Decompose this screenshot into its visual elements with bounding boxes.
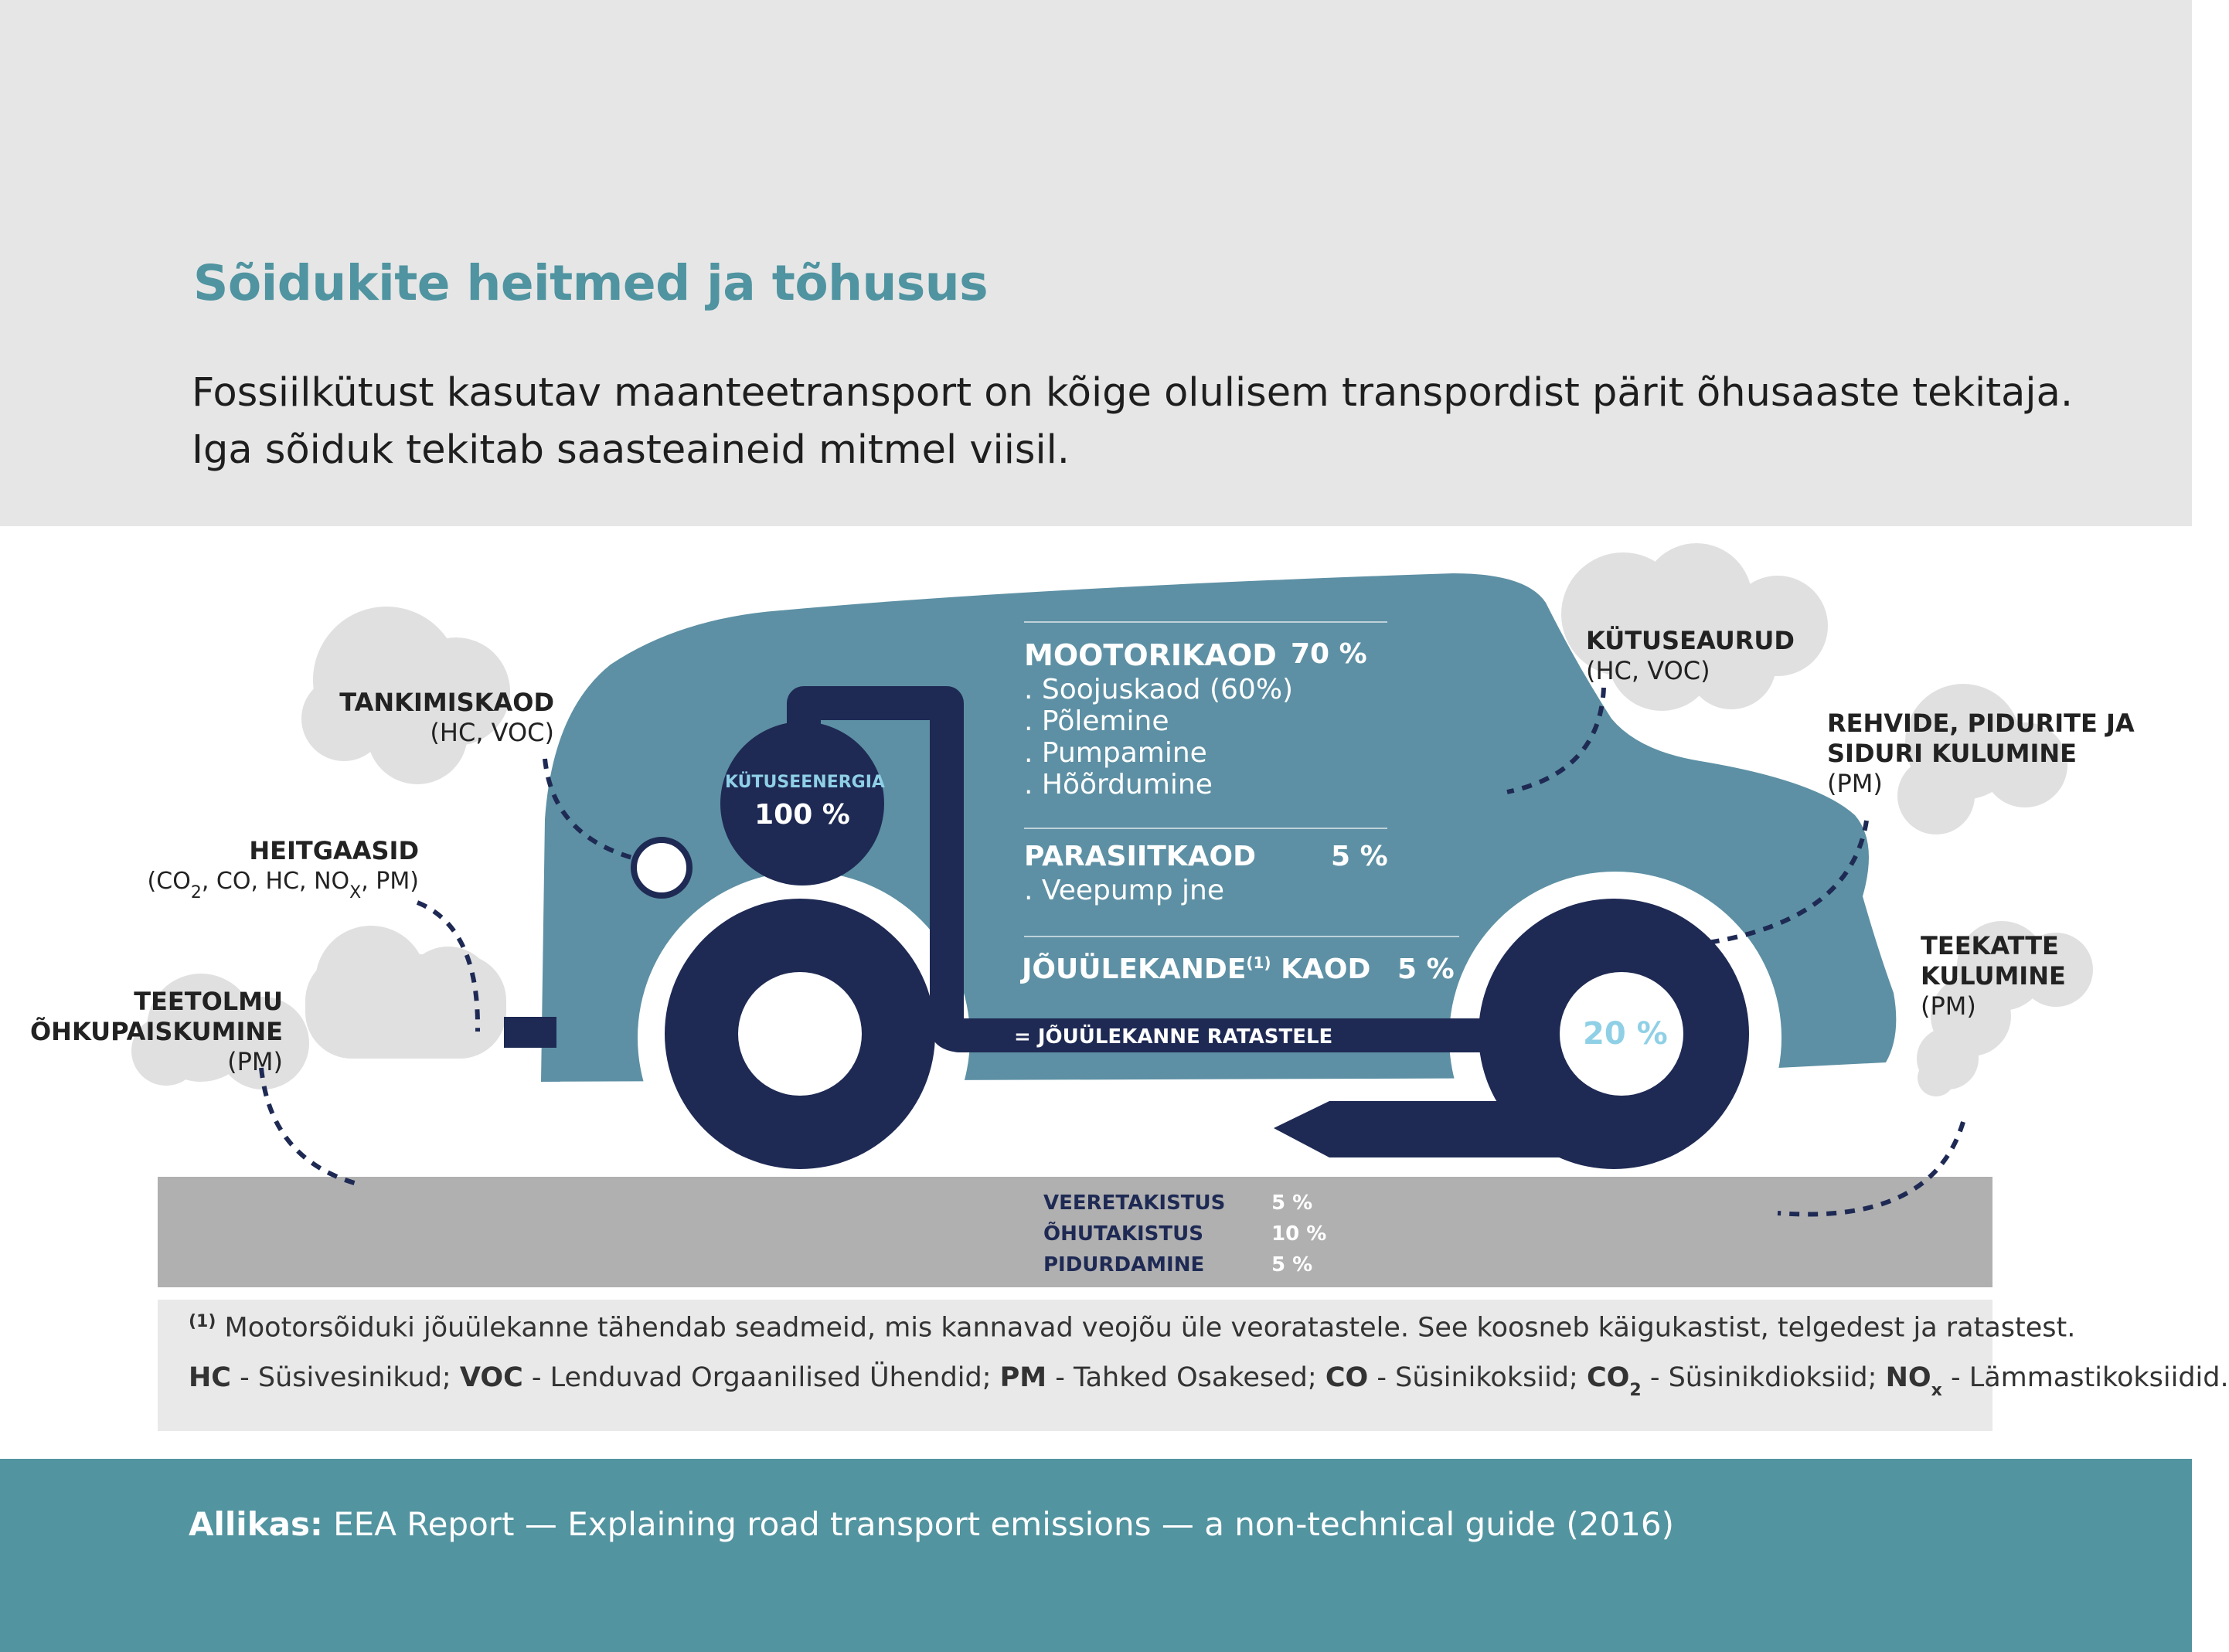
fuel-cap	[634, 840, 689, 896]
source-citation: Allikas: EEA Report — Explaining road transport emissions — a non-technical guide (2016)	[189, 1505, 1674, 1543]
label-teetolmu: TEETOLMU ÕHKUPAISKUMINE (PM)	[29, 987, 283, 1076]
road-loss-value: 10 %	[1271, 1222, 1327, 1246]
list-item: . Pumpamine	[1024, 737, 1207, 769]
abbreviations: HC - Süsivesinikud; VOC - Lenduvad Orgaanilised Ühendid; PM - Tahked Osakesed; CO - Süsinikoksiid; $CO_2$ - Süsinikdioksiid; $NO_x$ - Lämmastikoksiidid.	[189, 1362, 2229, 1400]
engine-loss-title: MOOTORIKAOD	[1024, 638, 1277, 672]
drivetrain-loss-value: 5 %	[1397, 953, 1455, 985]
parasitic-loss-title: PARASIITKAOD	[1024, 841, 1257, 872]
list-item: . Soojuskaod (60%)	[1024, 674, 1294, 705]
road-loss-arrow	[1274, 1101, 1677, 1157]
footnote-ref: (1)	[1246, 953, 1271, 972]
parasitic-loss-item: . Veepump jne	[1024, 875, 1225, 906]
intro-text: Fossiilkütust kasutav maanteetransport on kõige olulisem transpordist pärit õhusaaste tekitaja. Iga sõiduk tekitab saasteaineid mitmel viisil.	[192, 370, 2074, 473]
road-loss-value: 5 %	[1271, 1253, 1313, 1276]
exhaust-pipe	[504, 1017, 556, 1048]
label-tankimiskaod: TANKIMISKAOD (HC, VOC)	[339, 688, 554, 747]
label-teekatte: TEEKATTE KULUMINE (PM)	[1921, 931, 2066, 1021]
label-rehvid: REHVIDE, PIDURITE JA SIDURI KULUMINE (PM)	[1827, 709, 2135, 798]
road-loss-name: VEERETAKISTUS	[1043, 1191, 1226, 1215]
list-item: . Hõõrdumine	[1024, 769, 1213, 801]
label-heitgaasid: HEITGAASID ($CO_2$, CO, HC, $NO_X$, PM)	[147, 836, 419, 902]
page-title: Sõidukite heitmed ja tõhusus	[193, 255, 989, 311]
list-item: . Põlemine	[1024, 705, 1169, 737]
wheel-power-value: 20 %	[1583, 1016, 1668, 1052]
footer-band	[0, 1459, 2192, 1652]
label-kytuseaurud: KÜTUSEAURUD (HC, VOC)	[1586, 626, 1795, 685]
road-loss-name: ÕHUTAKISTUS	[1043, 1222, 1203, 1246]
engine-loss-value: 70 %	[1291, 638, 1367, 670]
fuel-energy-value: 100 %	[754, 799, 850, 831]
drivetrain-loss-title: JÕUÜLEKANDE$^{(1)}$ KAOD	[1022, 953, 1371, 985]
transmission-to-wheels: = JÕUÜLEKANNE RATASTELE	[1014, 1025, 1333, 1049]
fuel-energy-label: KÜTUSEENERGIA	[725, 773, 885, 792]
footnote-1: $^{(1)}$ Mootorsõiduki jõuülekanne tähendab seadmeid, mis kannavad veojõu üle veoratastele. See koosneb käigukastist, telgedest ja ratastest.	[189, 1312, 2076, 1344]
parasitic-loss-value: 5 %	[1331, 841, 1388, 872]
road-loss-value: 5 %	[1271, 1191, 1313, 1215]
road-loss-name: PIDURDAMINE	[1043, 1253, 1205, 1276]
